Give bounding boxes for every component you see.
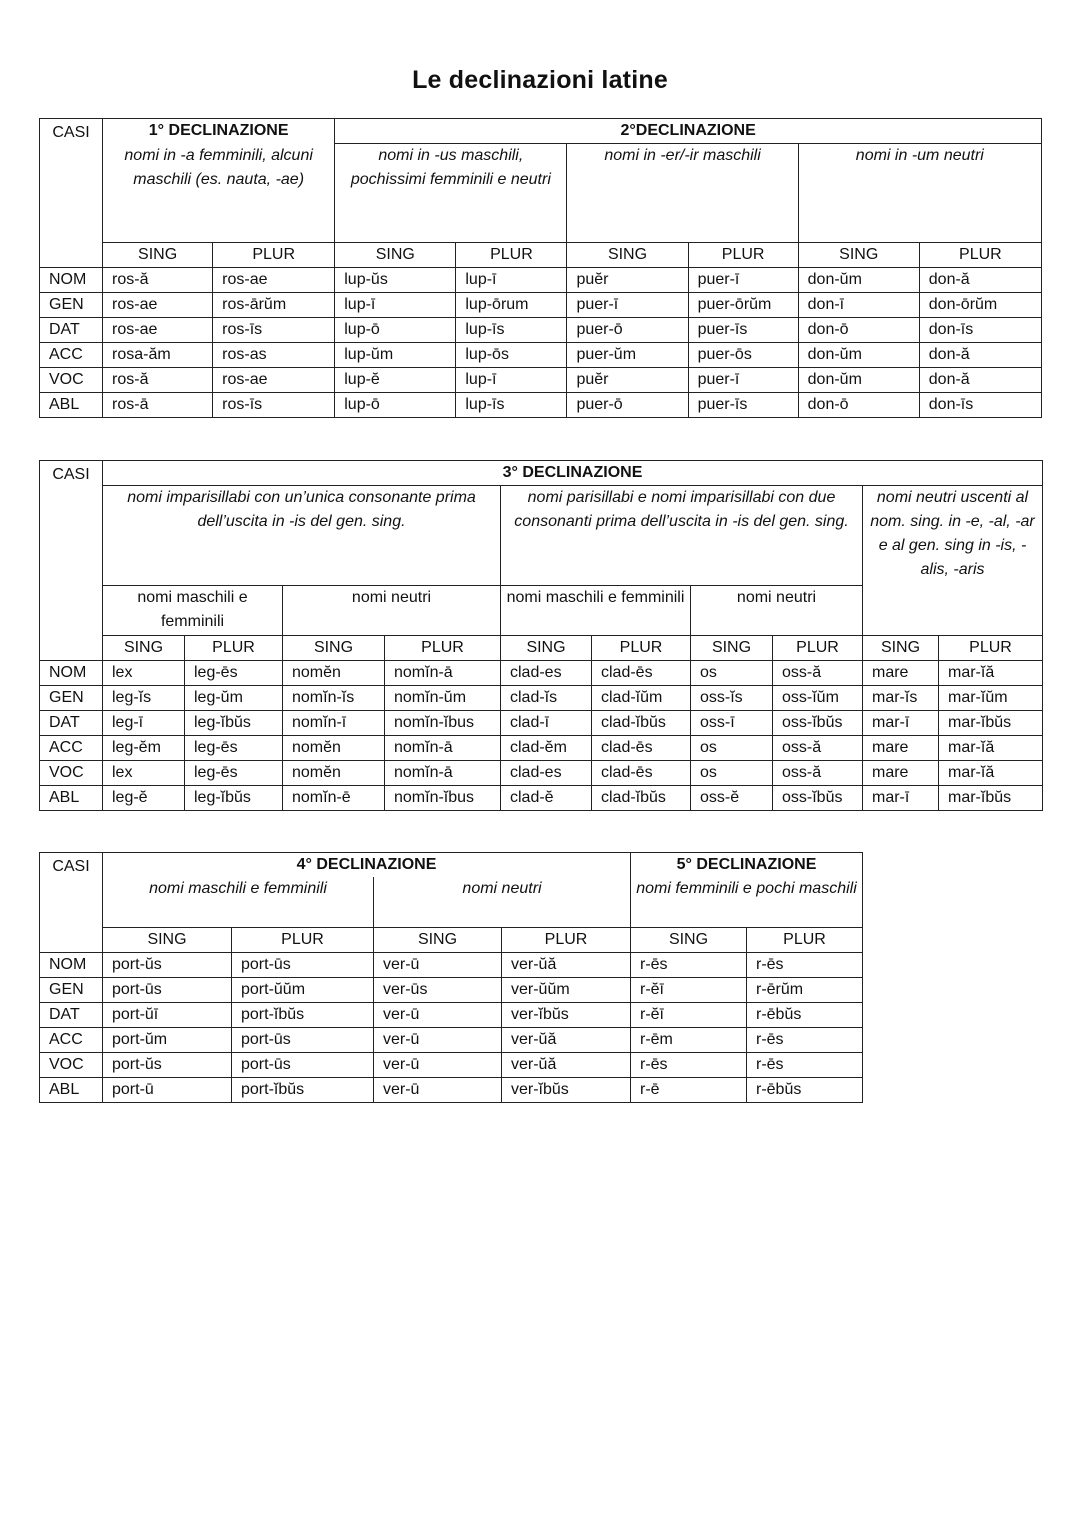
singular-form: oss-ĕ [691,786,773,811]
singular-form: r-ĕī [631,977,747,1002]
singular-form: don-ō [798,318,919,343]
table-row [40,1027,863,1052]
plural-form: mar-ĭbŭs [939,786,1043,811]
singular-form: port-ŭs [103,952,232,977]
plur-header: PLUR [747,927,863,952]
sing-header: SING [798,243,919,268]
sing-header: SING [103,243,213,268]
plural-form: port-ŭŭm [232,977,374,1002]
plur-header: PLUR [773,636,863,661]
singular-form: clad-ĕm [501,736,592,761]
plural-form: ros-ārŭm [213,293,335,318]
plural-form: ver-ŭă [502,1027,631,1052]
plural-form: port-ĭbŭs [232,1077,374,1102]
case-label: GEN [40,977,103,1002]
decl2-header: 2°DECLINAZIONE [335,119,1042,144]
plural-form: don-ă [919,343,1041,368]
plural-form: mar-ĭŭm [939,686,1043,711]
table-row [40,977,863,1002]
singular-form: don-ī [798,293,919,318]
plural-form: oss-ă [773,661,863,686]
plural-form: lup-īs [456,318,567,343]
singular-form: puer-ŭm [567,343,688,368]
singular-form: mare [863,761,939,786]
table-row [40,1052,863,1077]
table-declension-4-5 [39,852,863,1103]
case-label: NOM [40,268,103,293]
singular-form: ver-ū [374,1077,502,1102]
plural-form: r-ēs [747,952,863,977]
plural-form: clad-ĭbŭs [592,786,691,811]
casi-header: CASI [40,853,103,953]
case-label: ACC [40,736,103,761]
plur-header: PLUR [213,243,335,268]
singular-form: rosa-ăm [103,343,213,368]
plural-form: ver-ŭă [502,1052,631,1077]
singular-form: os [691,761,773,786]
singular-form: ver-ū [374,1052,502,1077]
singular-form: don-ŭm [798,268,919,293]
singular-form: clad-ĭs [501,686,592,711]
case-label: ABL [40,786,103,811]
plur-header: PLUR [688,243,798,268]
plural-form: r-ēs [747,1027,863,1052]
case-label: NOM [40,661,103,686]
plural-form: ver-ŭŭm [502,977,631,1002]
case-label: NOM [40,952,103,977]
singular-form: clad-es [501,661,592,686]
table-row [40,952,863,977]
group-desc: nomi maschili e femminili [103,877,374,927]
singular-form: nomĕn [283,661,385,686]
singular-form: mar-ī [863,786,939,811]
singular-form: mar-ī [863,711,939,736]
group-desc: nomi femminili e pochi maschili [631,877,863,927]
table-row [40,343,1042,368]
plural-form: don-ōrŭm [919,293,1041,318]
case-label: GEN [40,293,103,318]
singular-form: port-ū [103,1077,232,1102]
plural-form: leg-ēs [185,761,283,786]
singular-form: r-ē [631,1077,747,1102]
plural-form: r-ēbŭs [747,1002,863,1027]
case-label: DAT [40,711,103,736]
group-desc: nomi in -er/-ir maschili [567,144,798,243]
decl3-header: 3° DECLINAZIONE [103,461,1043,486]
singular-form: nomĭn-ī [283,711,385,736]
case-label: VOC [40,368,103,393]
plural-form: clad-ēs [592,661,691,686]
singular-form: oss-ĭs [691,686,773,711]
singular-form: puer-ō [567,393,688,418]
case-label: DAT [40,318,103,343]
plural-form: ros-īs [213,393,335,418]
plural-form: don-īs [919,318,1041,343]
decl5-header: 5° DECLINAZIONE [631,853,863,878]
plural-form: puer-īs [688,318,798,343]
singular-form: nomĭn-ĭs [283,686,385,711]
singular-form: puer-ō [567,318,688,343]
table-row [40,711,1043,736]
singular-form: r-ēs [631,1052,747,1077]
casi-header: CASI [40,119,103,268]
table-row [40,393,1042,418]
case-label: ACC [40,1027,103,1052]
plur-header: PLUR [385,636,501,661]
case-label: ABL [40,1077,103,1102]
singular-form: nomĕn [283,736,385,761]
number-header-row [40,243,1042,268]
page-title: Le declinazioni latine [412,66,668,94]
group-desc: nomi in -us maschili, pochissimi femminili e neutri [335,144,567,243]
plural-form: don-ă [919,368,1041,393]
table-row [40,368,1042,393]
singular-form: ver-ūs [374,977,502,1002]
table-row [40,661,1043,686]
plural-form: mar-ĭă [939,661,1043,686]
plural-form: lup-ōs [456,343,567,368]
plural-form: oss-ĭbŭs [773,786,863,811]
singular-form: ros-ae [103,318,213,343]
plur-header: PLUR [456,243,567,268]
group-desc: nomi neutri uscenti al nom. sing. in -e, -al, -ar e al gen. sing in -is, -alis, -aris [863,486,1043,636]
plural-form: oss-ă [773,761,863,786]
number-header-row [40,636,1043,661]
singular-form: mare [863,736,939,761]
plural-form: lup-ī [456,268,567,293]
plural-form: leg-ēs [185,661,283,686]
sing-header: SING [103,636,185,661]
singular-form: oss-ī [691,711,773,736]
case-label: ACC [40,343,103,368]
plural-form: puer-ōrŭm [688,293,798,318]
case-label: VOC [40,1052,103,1077]
singular-form: lup-ŭs [335,268,456,293]
singular-form: lex [103,761,185,786]
group-desc: nomi imparisillabi con un’unica consonante prima dell’uscita in -is del gen. sing. [103,486,501,586]
singular-form: clad-es [501,761,592,786]
singular-form: leg-ĕ [103,786,185,811]
group-desc: nomi in -um neutri [798,144,1041,243]
plural-form: oss-ĭŭm [773,686,863,711]
sing-header: SING [501,636,592,661]
plur-header: PLUR [232,927,374,952]
plural-form: mar-ĭă [939,736,1043,761]
plural-form: mar-ĭbŭs [939,711,1043,736]
plural-form: nomĭn-ā [385,736,501,761]
case-label: DAT [40,1002,103,1027]
sing-header: SING [863,636,939,661]
plural-form: lup-ōrum [456,293,567,318]
singular-form: ros-ă [103,368,213,393]
plural-form: port-ĭbŭs [232,1002,374,1027]
plural-form: clad-ēs [592,761,691,786]
plural-form: puer-ī [688,268,798,293]
case-label: VOC [40,761,103,786]
number-header-row [40,927,863,952]
singular-form: clad-ī [501,711,592,736]
singular-form: os [691,736,773,761]
plural-form: mar-ĭă [939,761,1043,786]
table-row [40,293,1042,318]
plural-form: nomĭn-ā [385,661,501,686]
table-row [40,1002,863,1027]
plural-form: nomĭn-ŭm [385,686,501,711]
sing-header: SING [691,636,773,661]
singular-form: port-ŭs [103,1052,232,1077]
plur-header: PLUR [939,636,1043,661]
group-desc: nomi parisillabi e nomi imparisillabi con due consonanti prima dell’uscita in -is del gen. sing. [501,486,863,586]
plur-header: PLUR [502,927,631,952]
sing-header: SING [631,927,747,952]
plural-form: leg-ĭbŭs [185,711,283,736]
plural-form: leg-ēs [185,736,283,761]
sing-header: SING [374,927,502,952]
singular-form: os [691,661,773,686]
plural-form: clad-ĭbŭs [592,711,691,736]
table-row [40,786,1043,811]
plural-form: port-ūs [232,1052,374,1077]
plural-form: puer-ōs [688,343,798,368]
singular-form: mare [863,661,939,686]
singular-form: don-ŭm [798,343,919,368]
singular-form: nomĕn [283,761,385,786]
plural-form: ros-as [213,343,335,368]
table-row [40,268,1042,293]
table-row [40,761,1043,786]
table-declension-3 [39,460,1043,811]
singular-form: lup-ī [335,293,456,318]
singular-form: leg-ī [103,711,185,736]
singular-form: don-ō [798,393,919,418]
plural-form: lup-ī [456,368,567,393]
plural-form: port-ūs [232,1027,374,1052]
singular-form: puĕr [567,368,688,393]
plural-form: r-ēbŭs [747,1077,863,1102]
singular-form: lup-ō [335,393,456,418]
plural-form: ros-īs [213,318,335,343]
plural-form: ver-ĭbŭs [502,1077,631,1102]
singular-form: nomĭn-ē [283,786,385,811]
table-row [40,318,1042,343]
singular-form: leg-ĕm [103,736,185,761]
singular-form: lup-ō [335,318,456,343]
singular-form: clad-ĕ [501,786,592,811]
plural-form: r-ēs [747,1052,863,1077]
sing-header: SING [335,243,456,268]
plural-form: oss-ă [773,736,863,761]
plural-form: oss-ĭbŭs [773,711,863,736]
plural-form: nomĭn-ā [385,761,501,786]
plur-header: PLUR [592,636,691,661]
singular-form: mar-ĭs [863,686,939,711]
group-subdesc: nomi maschili e femminili [501,586,691,636]
sing-header: SING [103,927,232,952]
sing-header: SING [567,243,688,268]
singular-form: puer-ī [567,293,688,318]
group-desc: nomi in -a femminili, alcuni maschili (es. nauta, -ae) [103,144,335,243]
decl1-header: 1° DECLINAZIONE [103,119,335,144]
plur-header: PLUR [919,243,1041,268]
plural-form: nomĭn-ĭbus [385,711,501,736]
plural-form: nomĭn-ĭbus [385,786,501,811]
singular-form: ver-ū [374,952,502,977]
plural-form: ros-ae [213,268,335,293]
plural-form: puer-īs [688,393,798,418]
case-label: GEN [40,686,103,711]
singular-form: ros-ā [103,393,213,418]
case-label: ABL [40,393,103,418]
table-row [40,1077,863,1102]
plural-form: clad-ĭŭm [592,686,691,711]
singular-form: port-ŭm [103,1027,232,1052]
singular-form: lup-ŭm [335,343,456,368]
plural-form: leg-ĭbŭs [185,786,283,811]
plur-header: PLUR [185,636,283,661]
group-subdesc: nomi neutri [283,586,501,636]
group-subdesc: nomi maschili e femminili [103,586,283,636]
decl4-header: 4° DECLINAZIONE [103,853,631,878]
singular-form: port-ŭī [103,1002,232,1027]
group-subdesc: nomi neutri [691,586,863,636]
singular-form: don-ŭm [798,368,919,393]
plural-form: r-ērŭm [747,977,863,1002]
plural-form: don-ă [919,268,1041,293]
plural-form: ver-ŭă [502,952,631,977]
table-declension-1-2 [39,118,1042,418]
plural-form: lup-īs [456,393,567,418]
singular-form: ros-ă [103,268,213,293]
singular-form: ver-ū [374,1027,502,1052]
singular-form: r-ēs [631,952,747,977]
table-row [40,686,1043,711]
plural-form: puer-ī [688,368,798,393]
singular-form: lex [103,661,185,686]
plural-form: port-ūs [232,952,374,977]
plural-form: leg-ŭm [185,686,283,711]
casi-header: CASI [40,461,103,661]
singular-form: puĕr [567,268,688,293]
plural-form: don-īs [919,393,1041,418]
singular-form: lup-ĕ [335,368,456,393]
singular-form: ver-ū [374,1002,502,1027]
table-row [40,736,1043,761]
singular-form: port-ūs [103,977,232,1002]
plural-form: ver-ĭbŭs [502,1002,631,1027]
singular-form: leg-ĭs [103,686,185,711]
sing-header: SING [283,636,385,661]
singular-form: r-ĕī [631,1002,747,1027]
singular-form: r-ēm [631,1027,747,1052]
group-desc: nomi neutri [374,877,631,927]
plural-form: ros-ae [213,368,335,393]
singular-form: ros-ae [103,293,213,318]
plural-form: clad-ēs [592,736,691,761]
